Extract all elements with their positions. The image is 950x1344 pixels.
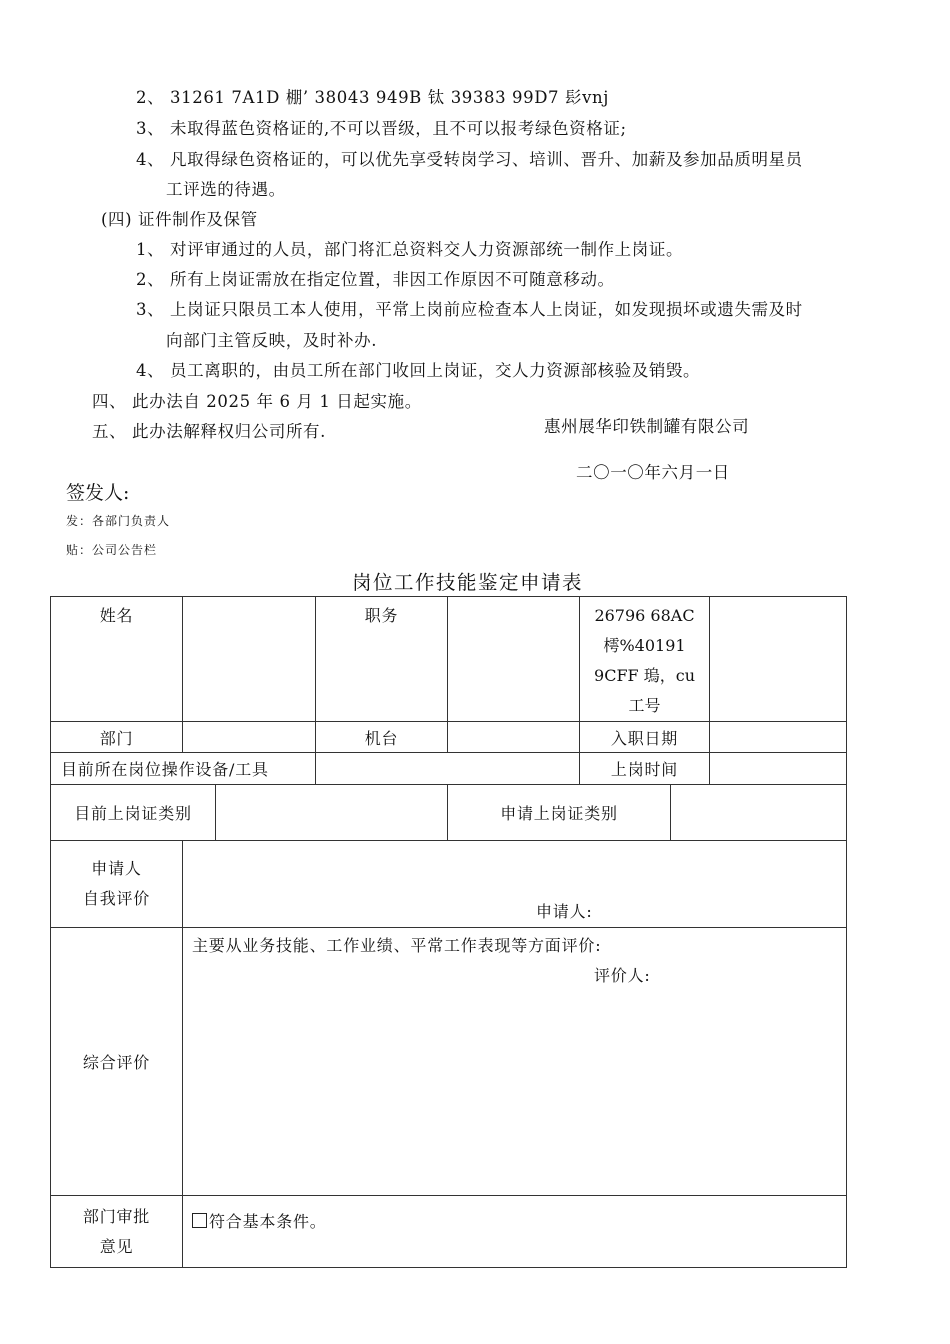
self-eval-field[interactable] bbox=[183, 841, 847, 928]
position-label: 职务 bbox=[364, 606, 399, 625]
clause-line: 3、 上岗证只限员工本人使用，平常上岗前应检查本人上岗证，如发现损坏或遗失需及时 bbox=[136, 300, 803, 319]
clause-line: 向部门主管反映，及时补办. bbox=[166, 331, 378, 350]
equipment-field[interactable] bbox=[316, 753, 580, 785]
dept-approval-label: 部门审批 bbox=[82, 1206, 151, 1226]
form-title: 岗位工作技能鉴定申请表 bbox=[352, 571, 584, 594]
dept-approval-label-cell bbox=[51, 1196, 183, 1268]
current-cert-label: 目前上岗证类别 bbox=[51, 785, 216, 841]
hire-date-label: 入职日期 bbox=[580, 722, 710, 753]
clause-line: 工评选的待遇。 bbox=[166, 180, 286, 199]
issue-date: 二〇一〇年六月一日 bbox=[576, 463, 730, 482]
id-label-line: 26796 68AC bbox=[594, 606, 695, 625]
clause-line: 3、 未取得蓝色资格证的,不可以晋级，且不可以报考绿色资格证; bbox=[136, 119, 627, 138]
employee-id-field[interactable] bbox=[710, 597, 847, 722]
overall-eval-field[interactable] bbox=[183, 928, 847, 1196]
application-form bbox=[50, 596, 847, 1268]
dept-approval-field[interactable] bbox=[183, 1196, 847, 1268]
section-heading: (四) 证件制作及保管 bbox=[101, 210, 258, 229]
id-label-line: 9CFF 瑦，cu bbox=[594, 666, 695, 685]
dept-approval-label: 意见 bbox=[99, 1236, 134, 1256]
machine-field[interactable] bbox=[448, 722, 580, 753]
apply-cert-field[interactable] bbox=[671, 785, 847, 841]
dept-field[interactable] bbox=[183, 722, 316, 753]
apply-cert-label: 申请上岗证类别 bbox=[448, 785, 671, 841]
article-line: 四、 此办法自 2025 年 6 月 1 日起实施。 bbox=[92, 392, 422, 411]
position-label-cell bbox=[316, 597, 448, 722]
name-label: 姓名 bbox=[99, 606, 134, 625]
clause-line: 2、 31261 7A1D 棚’ 38043 949B 钛 39383 99D7 髟vnj bbox=[136, 88, 609, 107]
self-eval-label: 申请人 bbox=[91, 859, 142, 878]
on-duty-time-label: 上岗时间 bbox=[580, 753, 710, 785]
clause-line: 4、 凡取得绿色资格证的，可以优先享受转岗学习、培训、晋升、加薪及参加品质明星员 bbox=[136, 150, 803, 169]
hire-date-field[interactable] bbox=[710, 722, 847, 753]
applicant-sign: 申请人: bbox=[536, 902, 593, 921]
name-field[interactable] bbox=[183, 597, 316, 722]
checkbox[interactable] bbox=[192, 1213, 207, 1228]
id-label-line: 樗%40191 bbox=[603, 636, 686, 655]
overall-eval-label: 综合评价 bbox=[51, 928, 183, 1196]
self-eval-label: 自我评价 bbox=[82, 889, 151, 908]
employee-id-label-cell bbox=[580, 597, 710, 722]
company-name: 惠州展华印铁制罐有限公司 bbox=[544, 417, 750, 436]
id-label-line: 工号 bbox=[628, 696, 661, 715]
self-eval-label-cell bbox=[51, 841, 183, 928]
overall-eval-hint: 主要从业务技能、工作业绩、平常工作表现等方面评价: bbox=[192, 936, 602, 955]
position-field[interactable] bbox=[448, 597, 580, 722]
on-duty-time-field[interactable] bbox=[710, 753, 847, 785]
post-to: 贴：公司公告栏 bbox=[66, 543, 158, 557]
dept-label: 部门 bbox=[51, 722, 183, 753]
article-line: 五、 此办法解释权归公司所有. bbox=[92, 422, 326, 441]
send-to: 发：各部门负责人 bbox=[66, 514, 171, 528]
machine-label: 机台 bbox=[316, 722, 448, 753]
clause-line: 1、 对评审通过的人员，部门将汇总资料交人力资源部统一制作上岗证。 bbox=[136, 240, 684, 259]
signer-label: 签发人: bbox=[66, 482, 130, 504]
current-cert-field[interactable] bbox=[216, 785, 448, 841]
equipment-label: 目前所在岗位操作设备/工具 bbox=[51, 753, 316, 785]
clause-line: 4、 员工离职的，由员工所在部门收回上岗证，交人力资源部核验及销毁。 bbox=[136, 361, 701, 380]
checkbox-label: 符合基本条件。 bbox=[209, 1212, 327, 1231]
clause-line: 2、 所有上岗证需放在指定位置，非因工作原因不可随意移动。 bbox=[136, 270, 615, 289]
name-label-cell bbox=[51, 597, 183, 722]
evaluator-sign: 评价人: bbox=[594, 966, 651, 985]
